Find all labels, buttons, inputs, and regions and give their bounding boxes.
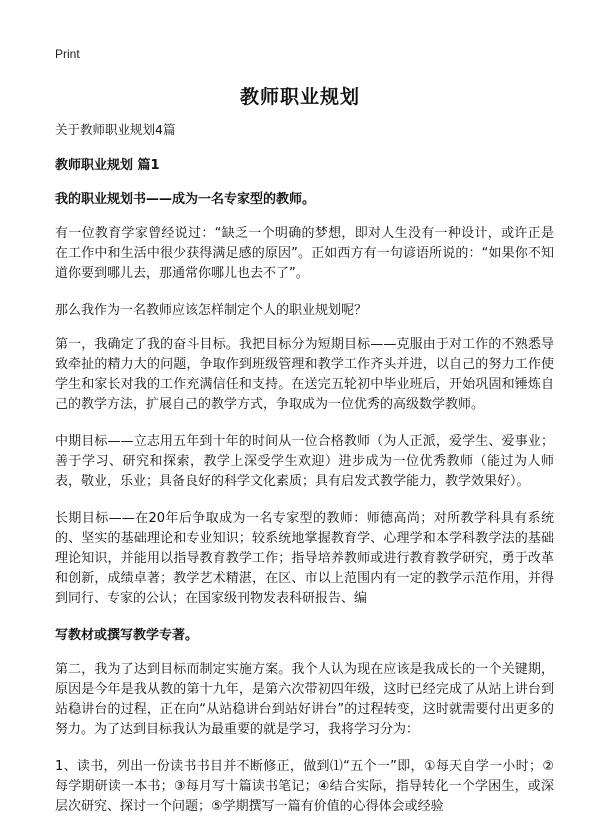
paragraph-question: 那么我作为一名教师应该怎样制定个人的职业规划呢？ (55, 303, 368, 318)
paragraph-short-term-goal: 第一，我确定了我的奋斗目标。我把目标分为短期目标——克服由于对工作的不熟悉导致牵扯的精力大的问题，争取作到班级管理和教学工作齐头并进，以自己的努力工作使学生和家长对我的工作充满信任和支持。在送完五轮初中毕业班后，开始巩固和锤炼自己的教学方法，扩展自己的教学方式，争取成为一位优秀的高级数学教师。 (55, 337, 554, 412)
paragraph-reading-plan: 1、读书，列出一份读书书目并不断修正，做到⑴“五个一”即，①每天自学一小时；②每学期研读一本书；③每月写十篇读书笔记；④结合实际，指导转化一个学困生，或深层次研究、探讨一个问题；⑤学期撰写一篇有价值的心得体会或经验 (55, 759, 554, 814)
page-title: 教师职业规划 (239, 86, 360, 108)
section-heading: 教师职业规划 篇1 (55, 158, 160, 173)
subheading-textbook: 写教材或撰写教学专著。 (55, 628, 199, 643)
paragraph-mid-term-goal: 中期目标——立志用五年到十年的时间从一位合格教师（为人正派，爱学生、爱事业；善于学习、研究和探索，教学上深受学生欢迎）进步成为一位优秀教师（能过为人师表，敬业，乐业；具备良好的科学文化素质；具有启发式教学能力，教学效果好）。 (55, 434, 554, 489)
paragraph-implementation: 第二，我为了达到目标而制定实施方案。我个人认为现在应该是我成长的一个关键期，原因是今年是我从教的第十九年，是第六次带初四年级，这时已经完成了从站上讲台到站稳讲台的过程，正在向“从站稳讲台到站好讲台”的过程转变，这时就需要付出更多的努力。为了达到目标我认为最重要的就是学习，我将学习分为： (55, 662, 554, 737)
document-body (55, 121, 554, 834)
paragraph-quote: 有一位教育学家曾经说过：“缺乏一个明确的梦想，即对人生没有一种设计，或许正是在工作中和生活中很少获得满足感的原因”。正如西方有一句谚语所说的：“如果你不知道你要到哪儿去，那通常你哪儿也去不了”。 (55, 226, 554, 281)
print-link[interactable]: Print (55, 47, 80, 61)
document-subtitle: 关于教师职业规划4篇 (55, 122, 176, 137)
plan-heading: 我的职业规划书——成为一名专家型的教师。 (55, 192, 316, 207)
paragraph-long-term-goal: 长期目标——在20年后争取成为一名专家型的教师：师德高尚；对所教学科具有系统的、坚实的基础理论和专业知识；较系统地掌握教育学、心理学和本学科教学法的基础理论知识，并能用以指导教育教学工作；指导培养教师或进行教育教学研究，勇于改革和创新，成绩卓著；教学艺术精湛，在区、市以上范围内有一定的教学示范作用，并得到同行、专家的公认；在国家级刊物发表科研报告、编 (55, 511, 554, 606)
